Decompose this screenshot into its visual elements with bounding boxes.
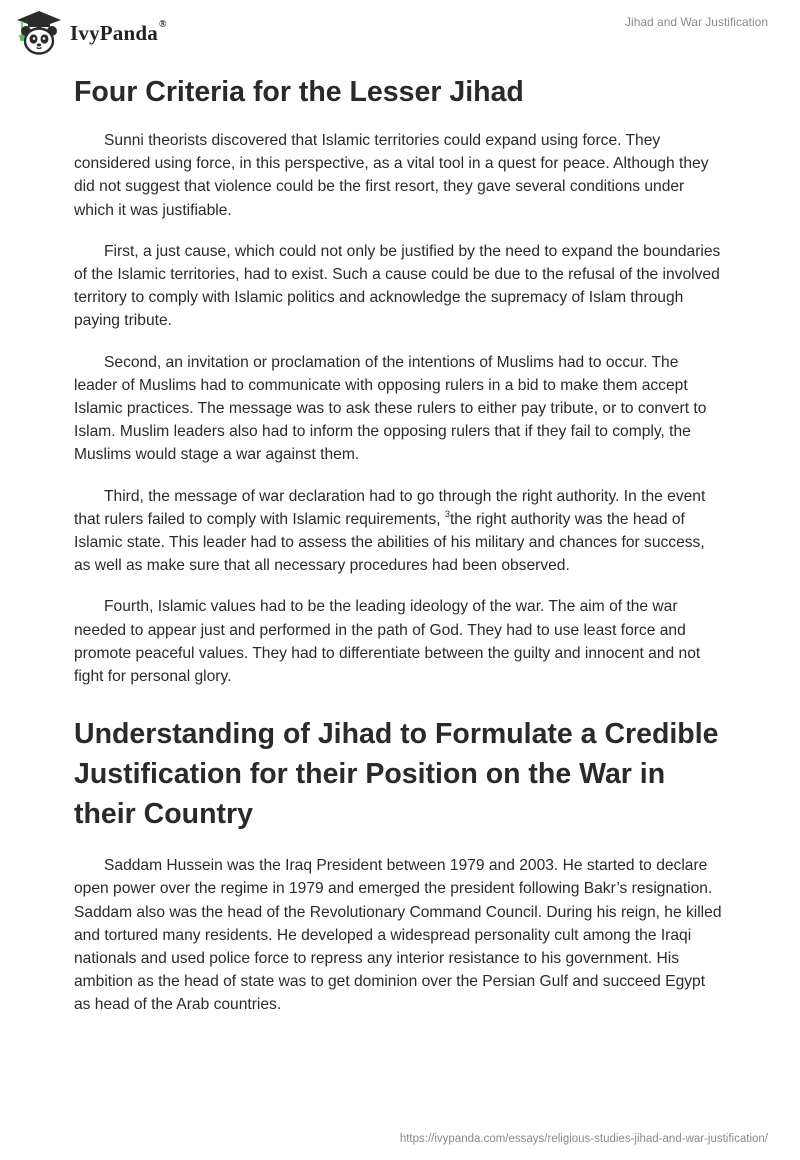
essay-content xyxy=(74,72,724,1035)
paragraph: Sunni theorists discovered that Islamic territories could expand using force. They considered using force, in this perspective, as a vital tool in a quest for peace. Although they did not suggest that violence could be the first resort, they gave several conditions under which it was justifiable. xyxy=(74,132,709,219)
paragraph: Saddam Hussein was the Iraq President between 1979 and 2003. He started to declare open power over the regime in 1979 and emerged the president following Bakr’s resignation. Saddam also was the head of the Revolutionary Command Council. During his reign, he killed and tortured many residents. He developed a widespread personality cult among the Iraqi nationals and used police force to repress any interior resistance to his government. His ambition as the head of state was to get dominion over the Persian Gulf and succeed Egypt as head of the Arab countries. xyxy=(74,857,722,1014)
paragraph: Second, an invitation or proclamation of the intentions of Muslims had to occur. The leader of Muslims had to communicate with opposing rulers in a bid to make them accept Islamic practices. The message was to ask these rulers to either pay tribute, or to convert to Islam. Muslim leaders also had to inform the opposing rulers that if they fail to comply, the Muslims would stage a war against them. xyxy=(74,353,707,464)
document-title: Jihad and War Justification xyxy=(625,15,768,29)
ivypanda-logo[interactable] xyxy=(14,9,167,57)
source-url[interactable]: https://ivypanda.com/essays/religious-studies-jihad-and-war-justification/ xyxy=(399,1133,768,1145)
section-heading-criteria: Four Criteria for the Lesser Jihad xyxy=(74,76,524,108)
paragraph: Third, the message of war declaration had to go through the right authority. In the event that rulers failed to comply with Islamic requirements, $^3$the right authority was the head of Islamic state. This leader had to assess the abilities of his military and chances for success, as well as make sure that all necessary procedures had been observed. xyxy=(74,487,706,575)
paragraph: First, a just cause, which could not only be justified by the need to expand the boundaries of the Islamic territories, had to exist. Such a cause could be due to the refusal of the involved territory to comply with Islamic politics and acknowledge the supremacy of Islam through paying tribute. xyxy=(74,242,721,330)
paragraph: Fourth, Islamic values had to be the leading ideology of the war. The aim of the war needed to appear just and performed in the path of God. They had to use least force and promote peaceful values. They had to differentiate between the guilty and innocent and not fight for personal glory. xyxy=(74,598,701,686)
section-heading-understanding: Understanding of Jihad to Formulate a Credible Justification for their Position on the War in their Country xyxy=(74,718,719,831)
page-header xyxy=(0,0,800,70)
panda-graduate-icon xyxy=(14,9,64,57)
footnote-reference[interactable]: 3 xyxy=(444,508,450,519)
logo-wordmark: IvyPanda® xyxy=(70,18,167,45)
